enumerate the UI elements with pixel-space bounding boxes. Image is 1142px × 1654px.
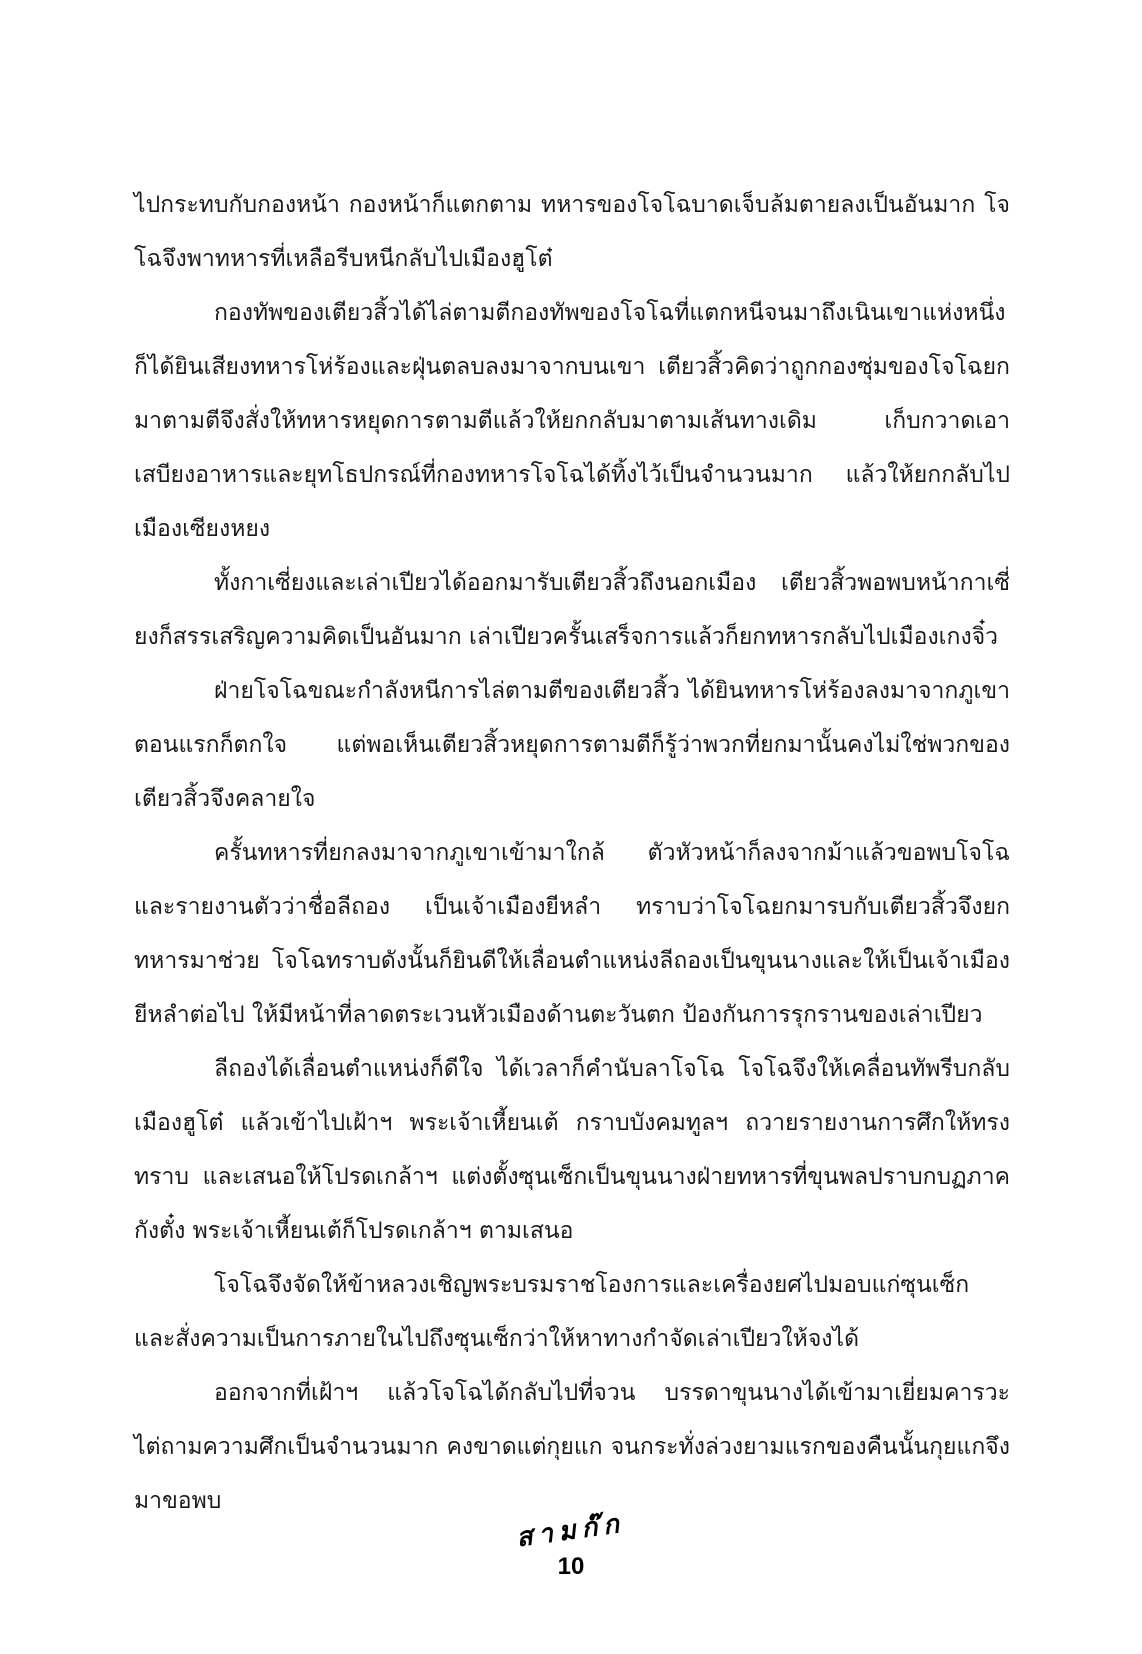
book-title: สามก๊ก	[514, 1508, 628, 1554]
paragraph-5: ครั้นทหารที่ยกลงมาจากภูเขาเข้ามาใกล้ ตัวหัวหน้าก็ลงจากม้าแล้วขอพบโจโฉ และรายงานตัวว่าชื่อลีถอง เป็นเจ้าเมืองยีหลำ ทราบว่าโจโฉยกมารบกับเตียวสิ้วจึงยกทหารมาช่วย โจโฉทราบดังนั้นก็ยินดีให้เลื่อนตำแหน่งลีถองเป็นขุนนางและให้เป็นเจ้าเมืองยีหลำต่อไป ให้มีหน้าที่ลาดตระเวนหัวเมืองด้านตะวันตก ป้องกันการรุกรานของเล่าเปียว	[134, 840, 1010, 1028]
page-number: 10	[557, 1553, 585, 1580]
paragraph-8: ออกจากที่เฝ้าฯ แล้วโจโฉได้กลับไปที่จวน บรรดาขุนนางได้เข้ามาเยี่ยมคารวะ ไต่ถามความศึกเป็นจำนวนมาก คงขาดแต่กุยแก จนกระทั่งล่วงยามแรกของคืนนั้นกุยแกจึงมาขอพบ	[134, 1380, 1010, 1514]
paragraph-3: ทั้งกาเซี่ยงและเล่าเปียวได้ออกมารับเตียวสิ้วถึงนอกเมือง เตียวสิ้วพอพบหน้ากาเซี่ยงก็สรรเสริญความคิดเป็นอันมาก เล่าเปียวครั้นเสร็จการแล้วก็ยกทหารกลับไปเมืองเกงจิ๋ว	[134, 570, 1010, 650]
paragraph-1: ไปกระทบกับกองหน้า กองหน้าก็แตกตาม ทหารของโจโฉบาดเจ็บล้มตายลงเป็นอันมาก โจโฉจึงพาทหารที่เหลือรีบหนีกลับไปเมืองฮูโต๋	[134, 192, 1010, 272]
paragraph-7: โจโฉจึงจัดให้ข้าหลวงเชิญพระบรมราชโองการและเครื่องยศไปมอบแก่ซุนเซ็ก และสั่งความเป็นการภายในไปถึงซุนเซ็กว่าให้หาทางกำจัดเล่าเปียวให้จงได้	[134, 1272, 970, 1352]
paragraph-2: กองทัพของเตียวสิ้วได้ไล่ตามตีกองทัพของโจโฉที่แตกหนีจนมาถึงเนินเขาแห่งหนึ่ง ก็ได้ยินเสียงทหารโห่ร้องและฝุ่นตลบลงมาจากบนเขา เตียวสิ้วคิดว่าถูกกองซุ่มของโจโฉยกมาตามตีจึงสั่งให้ทหารหยุดการตามตีแล้วให้ยกกลับมาตามเส้นทางเดิม เก็บกวาดเอาเสบียงอาหารและยุทโธปกรณ์ที่กองทหารโจโฉได้ทิ้งไว้เป็นจำนวนมาก แล้วให้ยกกลับไปเมืองเซียงหยง	[134, 300, 1010, 542]
page-footer	[0, 1510, 1142, 1581]
paragraph-4: ฝ่ายโจโฉขณะกำลังหนีการไล่ตามตีของเตียวสิ้ว ได้ยินทหารโห่ร้องลงมาจากภูเขา ตอนแรกก็ตกใจ แต่พอเห็นเตียวสิ้วหยุดการตามตีก็รู้ว่าพวกที่ยกมานั้นคงไม่ใช่พวกของเตียวสิ้วจึงคลายใจ	[134, 678, 1010, 812]
paragraph-6: ลีถองได้เลื่อนตำแหน่งก็ดีใจ ได้เวลาก็คำนับลาโจโฉ โจโฉจึงให้เคลื่อนทัพรีบกลับเมืองฮูโต๋ แล้วเข้าไปเฝ้าฯ พระเจ้าเหี้ยนเต้ กราบบังคมทูลฯ ถวายรายงานการศึกให้ทรงทราบ และเสนอให้โปรดเกล้าฯ แต่งตั้งซุนเซ็กเป็นขุนนางฝ่ายทหารที่ขุนพลปราบกบฏภาคกังตั๋ง พระเจ้าเหี้ยนเต้ก็โปรดเกล้าฯ ตามเสนอ	[134, 1056, 1010, 1244]
page-body	[134, 178, 1010, 1528]
